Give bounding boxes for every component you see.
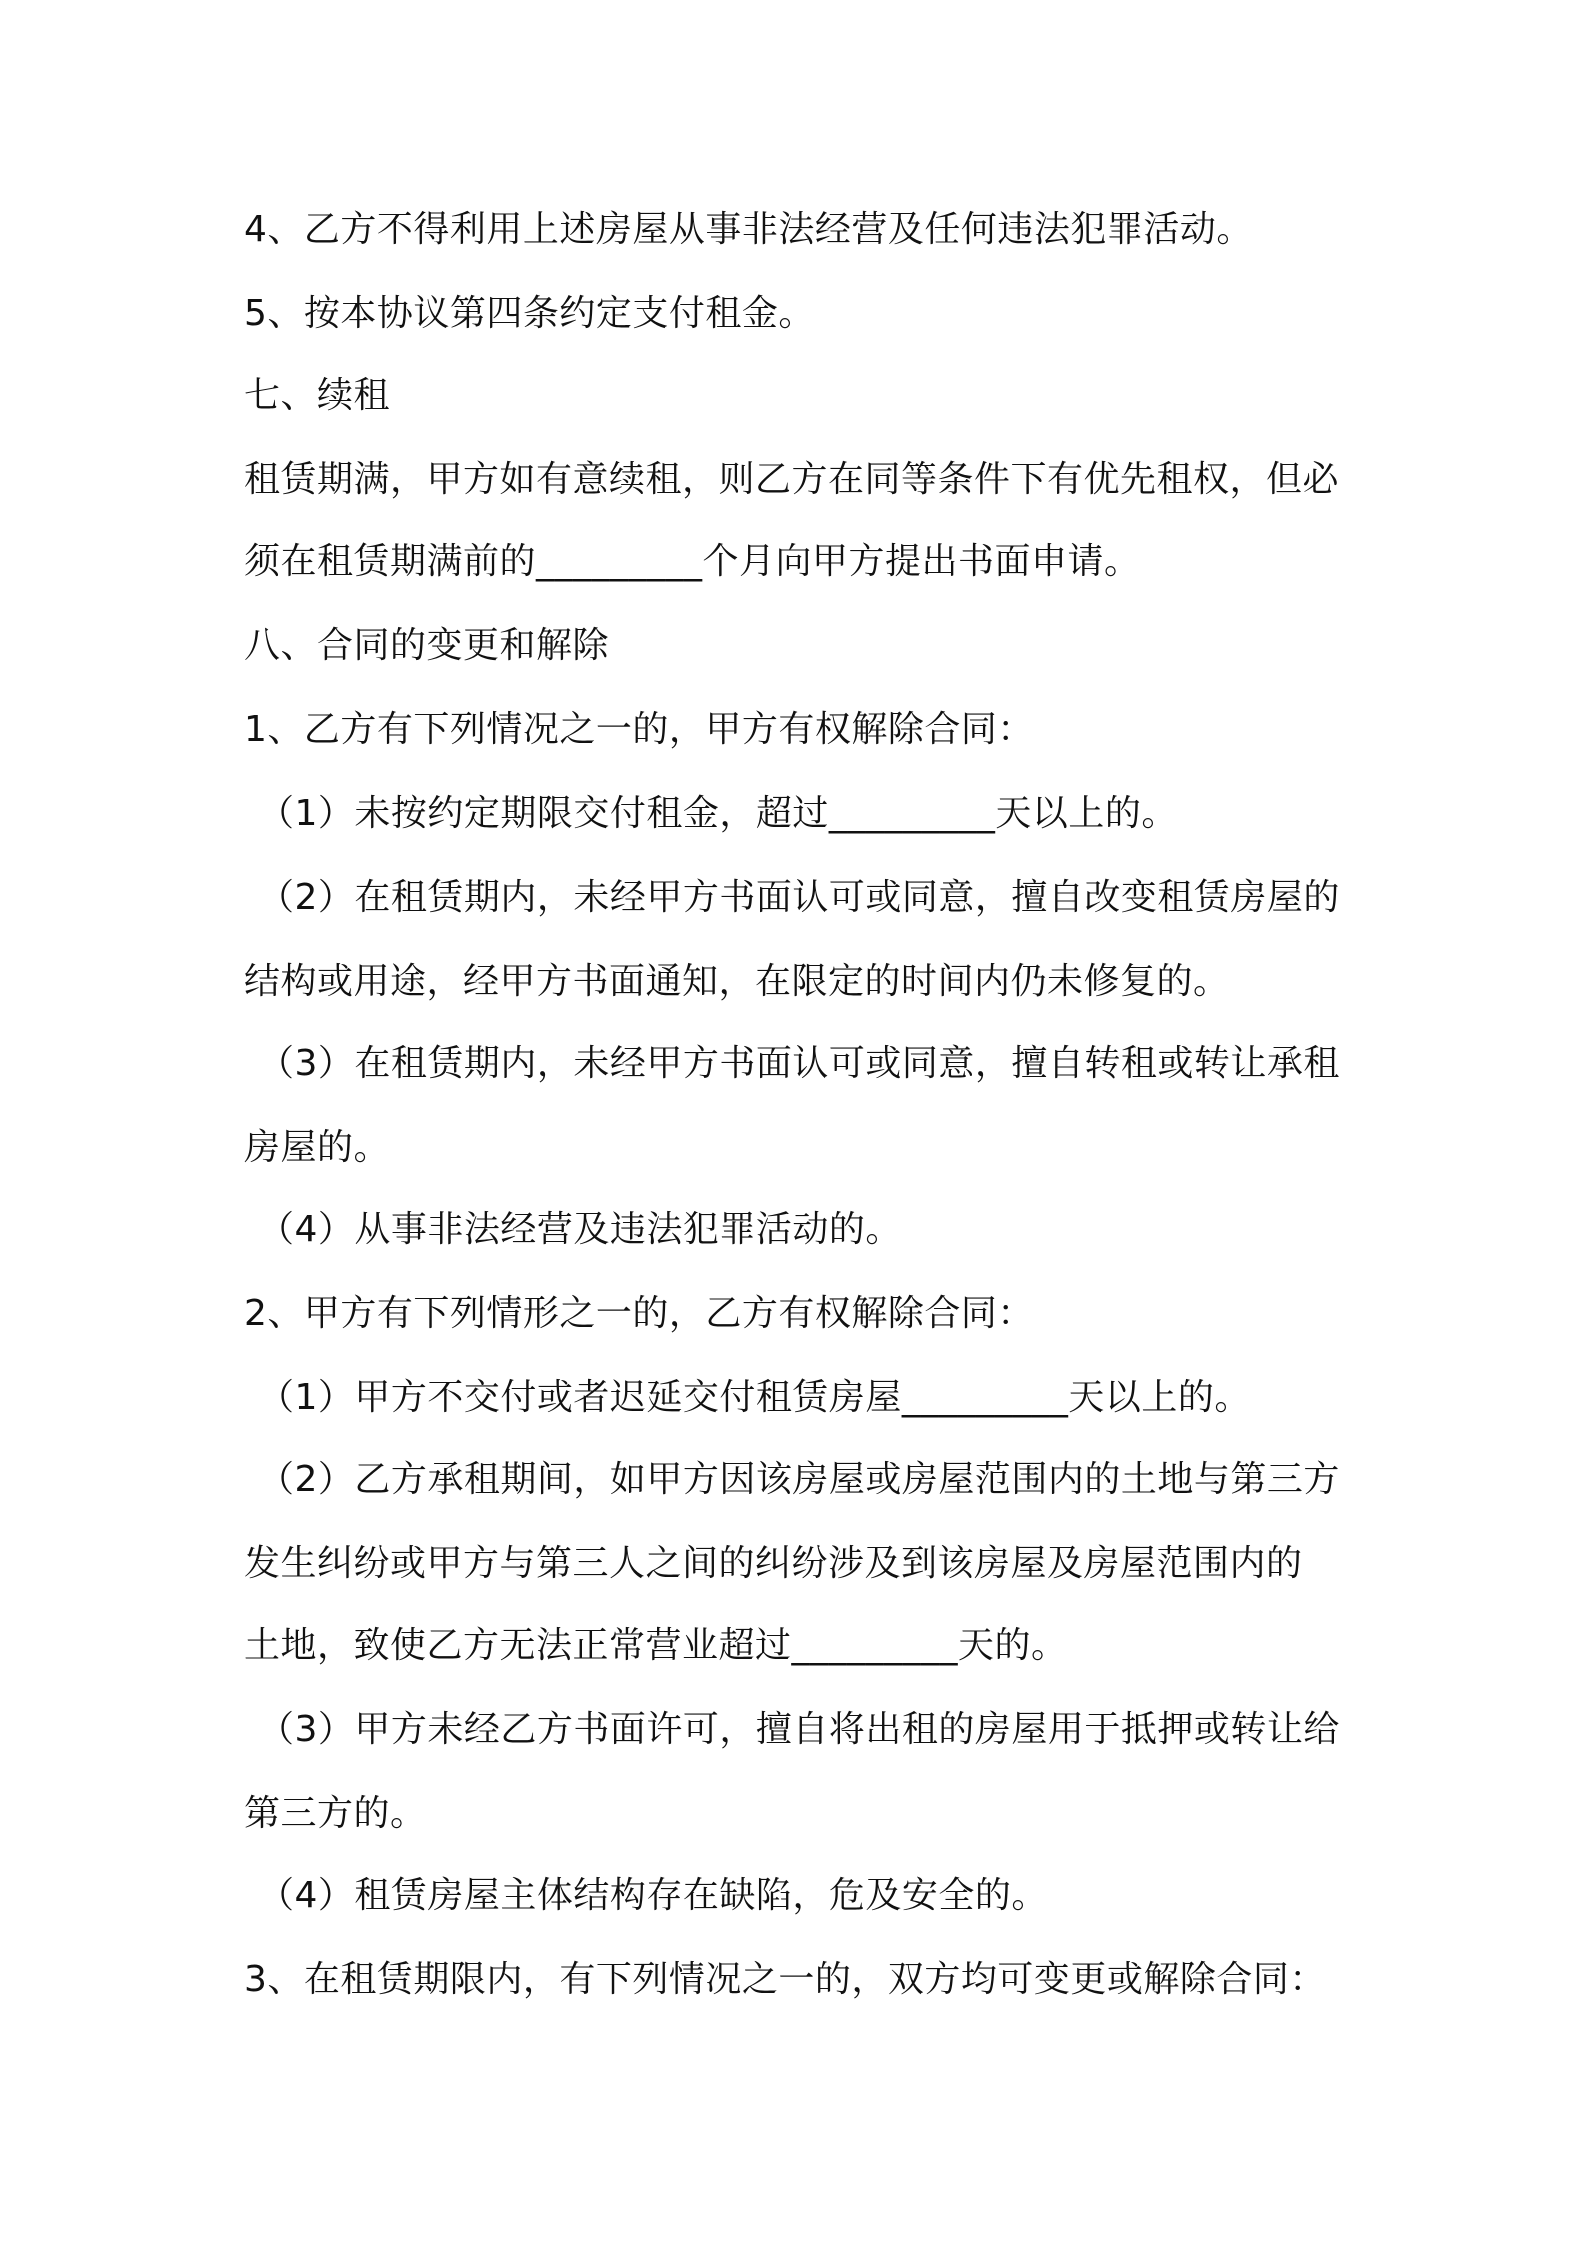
clause-6-item-5: 5、按本协议第四条约定支付租金。 [244,293,815,334]
clause-8-1-sub-2-line-2: 结构或用途，经甲方书面通知，在限定的时间内仍未修复的。 [244,961,1230,1002]
clause-8-2-sub-3-line-2: 第三方的。 [244,1793,427,1834]
clause-8-1-sub-4: （4）从事非法经营及违法犯罪活动的。 [258,1209,902,1250]
clause-8-1-sub-3-line-2: 房屋的。 [244,1127,391,1168]
renewal-paragraph-line-1: 租赁期满，甲方如有意续租，则乙方在同等条件下有优先租权，但必 [244,459,1340,500]
clause-8-item-2: 2、甲方有下列情形之一的，乙方有权解除合同： [244,1293,1034,1334]
clause-8-item-1: 1、乙方有下列情况之一的，甲方有权解除合同： [244,709,1034,750]
clause-8-2-sub-4: （4）租赁房屋主体结构存在缺陷，危及安全的。 [258,1875,1048,1916]
clause-8-2-sub-2-line-2: 发生纠纷或甲方与第三人之间的纠纷涉及到该房屋及房屋范围内的 [244,1543,1303,1584]
clause-8-item-3: 3、在租赁期限内，有下列情况之一的，双方均可变更或解除合同： [244,1959,1326,2000]
clause-8-1-sub-3-line-1: （3）在租赁期内，未经甲方书面认可或同意，擅自转租或转让承租 [258,1043,1340,1084]
clause-8-1-sub-2-line-1: （2）在租赁期内，未经甲方书面认可或同意，擅自改变租赁房屋的 [258,877,1340,918]
section-heading-change-termination: 八、合同的变更和解除 [244,625,610,666]
clause-8-2-sub-1: （1）甲方不交付或者迟延交付租赁房屋_________天以上的。 [258,1377,1251,1418]
clause-6-item-4: 4、乙方不得利用上述房屋从事非法经营及任何违法犯罪活动。 [244,209,1253,250]
renewal-paragraph-line-2: 须在租赁期满前的_________个月向甲方提出书面申请。 [244,541,1141,582]
clause-8-2-sub-2-line-3: 土地，致使乙方无法正常营业超过_________天的。 [244,1625,1068,1666]
clause-8-2-sub-3-line-1: （3）甲方未经乙方书面许可，擅自将出租的房屋用于抵押或转让给 [258,1709,1340,1750]
section-heading-renewal: 七、续租 [244,375,391,416]
clause-8-1-sub-1: （1）未按约定期限交付租金，超过_________天以上的。 [258,793,1178,834]
clause-8-2-sub-2-line-1: （2）乙方承租期间，如甲方因该房屋或房屋范围内的土地与第三方 [258,1459,1340,1500]
